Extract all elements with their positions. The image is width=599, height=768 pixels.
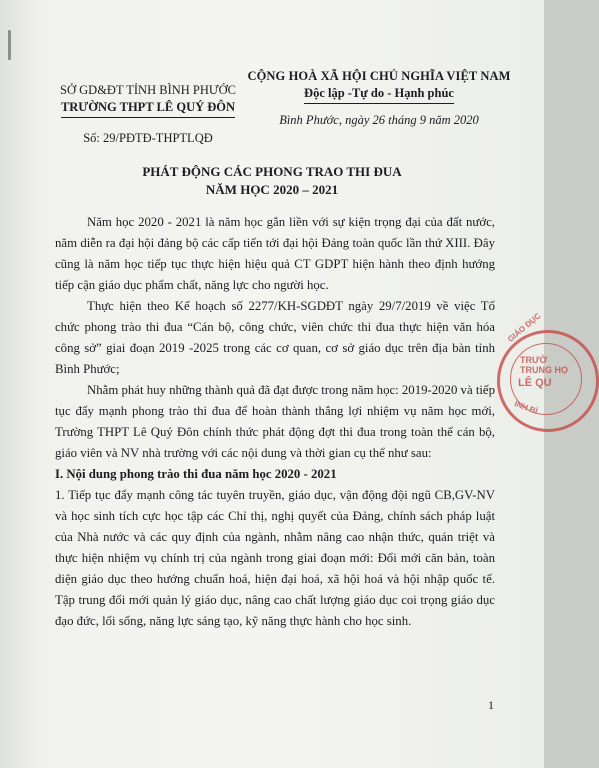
national-motto: Độc lập -Tự do - Hạnh phúc: [304, 85, 454, 104]
school-name: TRƯỜNG THPT LÊ QUÝ ĐÔN: [61, 99, 235, 118]
header-left: [48, 82, 248, 147]
paragraph-intro: Năm học 2020 - 2021 là năm học gắn liền với sự kiện trọng đại của đất nước, năm diễn ra đại hội đảng bộ các cấp tiến tới đại hội Đảng toàn quốc lần thứ XIII. Đây cũng là năm học tiếp tục thực hiện hiệu quả CT GDPT hiện hành theo định hướng tiếp cận giáo dục phẩm chất, năng lực cho người học.: [55, 215, 495, 292]
document-number: Số: 29/PĐTĐ-THPTLQĐ: [83, 131, 213, 145]
paragraph-plan: Thực hiện theo Kế hoạch số 2277/KH-SGDĐT ngày 29/7/2019 về việc Tổ chức phong trào thi đua “Cán bộ, công chức, viên chức thi đua thực hiện văn hóa công sở” giai đoạn 2019 -2025 trong các cơ quan, cơ sở giáo dục trên địa bàn tỉnh Bình Phước;: [55, 299, 495, 376]
document-subtitle: NĂM HỌC 2020 – 2021: [205, 182, 339, 197]
list-item-1: 1. Tiếp tục đẩy mạnh công tác tuyên truyền, giáo dục, vận động đội ngũ CB,GV-NV và học sinh tích cực học tập các Chỉ thị, nghị quyết của Đảng, chính sách pháp luật của Nhà nước và các quy định của ngành, nhằm nâng cao nhận thức, quán triệt và thực hiện nhiệm vụ chính trị của ngành trong giai đoạn mới: Đổi mới căn bản, toàn diện giáo dục theo hướng chuẩn hoá, hiện đại hoá, xã hội hoá và hội nhập quốc tế. Tập trung đổi mới quản lý giáo dục, nâng cao chất lượng giáo dục coi trọng giáo dục đạo đức, lối sống, năng lực sáng tạo, kỹ năng thực hành cho học sinh.: [55, 488, 495, 628]
seal-middle-line-2: TRUNG HỌ: [520, 365, 568, 375]
seal-middle-text: [520, 355, 568, 375]
department-name: SỞ GD&ĐT TỈNH BÌNH PHƯỚC: [60, 83, 236, 97]
document-body: [55, 212, 495, 632]
seal-school-text: LÊ QU: [518, 377, 552, 389]
official-seal: [497, 311, 599, 432]
document-title: PHÁT ĐỘNG CÁC PHONG TRAO THI ĐUA: [142, 164, 402, 179]
page-number: 1: [488, 698, 494, 712]
seal-top-text: GIÁO DỤC: [506, 311, 543, 344]
scan-edge-mark: [8, 30, 11, 60]
seal-middle-line-1: TRƯỜ: [520, 355, 548, 365]
national-title: CỘNG HOÀ XÃ HỘI CHỦ NGHĨA VIỆT NAM: [247, 69, 511, 83]
document-date: Bình Phước, ngày 26 tháng 9 năm 2020: [279, 113, 479, 127]
paragraph-launch: Nhằm phát huy những thành quả đã đạt được trong năm học: 2019-2020 và tiếp tục đẩy mạnh phong trào thi đua để hoàn thành thắng lợi nhiệm vụ năm học mới, Trường THPT Lê Quý Đôn chính thức phát động đợt thi đua trong toàn thể cán bộ, giáo viên và NV nhà trường với các nội dung và thời gian cụ thể như sau:: [55, 383, 496, 460]
header-right: [238, 68, 520, 129]
seal-bottom-text: ỈNH BÌ: [513, 399, 539, 416]
section-heading: I. Nội dung phong trào thi đua năm học 2020 - 2021: [55, 467, 337, 481]
